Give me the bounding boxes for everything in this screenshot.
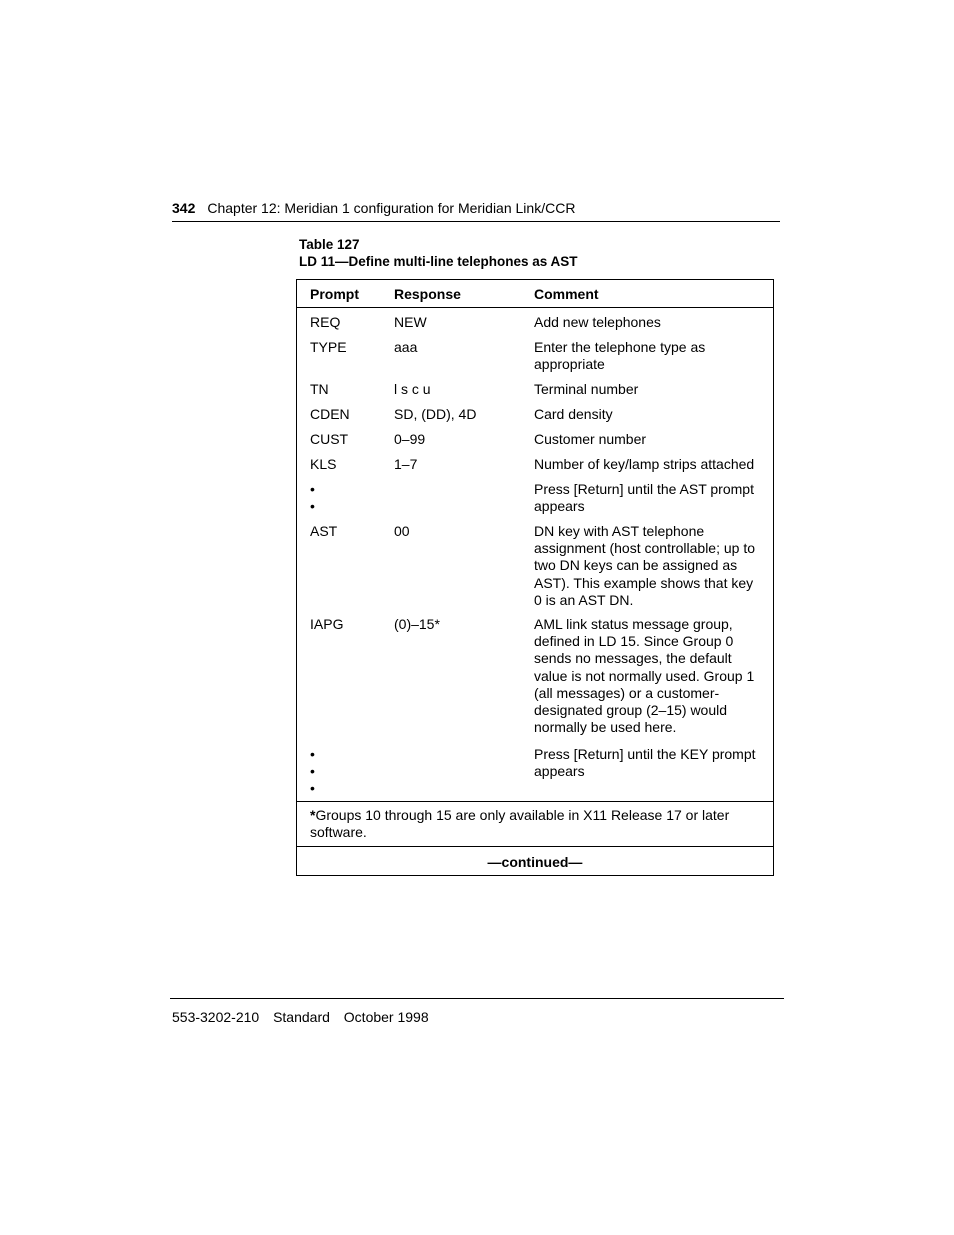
continued-label: —continued— (487, 854, 583, 870)
footnote-text: Groups 10 through 15 are only available in X11 Release 17 or later software. (310, 807, 730, 841)
prompt-cell: KLS (310, 456, 337, 472)
doc-date: October 1998 (343, 1009, 429, 1025)
comment-cell: Number of key/lamp strips attached (534, 456, 755, 472)
doc-status: Standard (273, 1009, 330, 1025)
column-header-prompt: Prompt (310, 286, 359, 302)
prompt-cell: TYPE (310, 339, 347, 355)
bullet-cell (310, 746, 390, 798)
prompt-cell: CUST (310, 431, 349, 447)
prompt-cell: REQ (310, 314, 341, 330)
table-header-row (297, 280, 773, 308)
table-caption (299, 236, 578, 270)
page-footer (170, 998, 784, 1026)
page-number: 342 (172, 200, 196, 216)
config-table (296, 279, 774, 876)
chapter-title: Chapter 12: Meridian 1 configuration for Meridian Link/CCR (207, 200, 576, 216)
response-cell: 1–7 (394, 456, 418, 472)
comment-cell: Terminal number (534, 381, 639, 397)
comment-cell: Enter the telephone type as appropriate (534, 339, 706, 373)
response-cell: 00 (394, 523, 410, 539)
comment-cell: Press [Return] until the AST prompt appears (534, 481, 754, 515)
comment-cell: Press [Return] until the KEY prompt appears (534, 746, 756, 780)
bullet: • (310, 763, 315, 780)
column-header-response: Response (394, 286, 461, 302)
response-cell: (0)–15* (394, 616, 440, 632)
comment-cell: Add new telephones (534, 314, 661, 330)
bullet-cell (310, 481, 390, 515)
response-cell: 0–99 (394, 431, 426, 447)
prompt-cell: CDEN (310, 406, 350, 422)
column-header-comment: Comment (534, 286, 599, 302)
comment-cell: Customer number (534, 431, 647, 447)
bullet: • (310, 481, 315, 497)
footnote-marker: * (310, 807, 316, 823)
bullet: • (310, 498, 315, 515)
page-header (172, 199, 780, 222)
prompt-cell: IAPG (310, 616, 344, 632)
table-title: LD 11—Define multi-line telephones as AST (299, 254, 578, 269)
prompt-cell: TN (310, 381, 329, 397)
response-cell: SD, (DD), 4D (394, 406, 477, 422)
table-footnote (297, 801, 773, 847)
prompt-cell: AST (310, 523, 338, 539)
doc-number: 553-3202-210 (172, 1009, 260, 1025)
table-number: Table 127 (299, 237, 360, 252)
comment-cell: Card density (534, 406, 613, 422)
response-cell: NEW (394, 314, 427, 330)
response-cell: aaa (394, 339, 418, 355)
comment-cell: AML link status message group, defined in LD 15. Since Group 0 sends no messages, the default value is not normally used. Group 1 (all messages) or a customer-designated group (2–15) would normally be used here. (534, 616, 755, 736)
bullet: • (310, 780, 315, 797)
comment-cell: DN key with AST telephone assignment (host controllable; up to two DN keys can be assigned as AST). This example shows that key 0 is an AST DN. (534, 523, 756, 608)
response-cell: l s c u (394, 381, 431, 397)
bullet: • (310, 746, 315, 762)
